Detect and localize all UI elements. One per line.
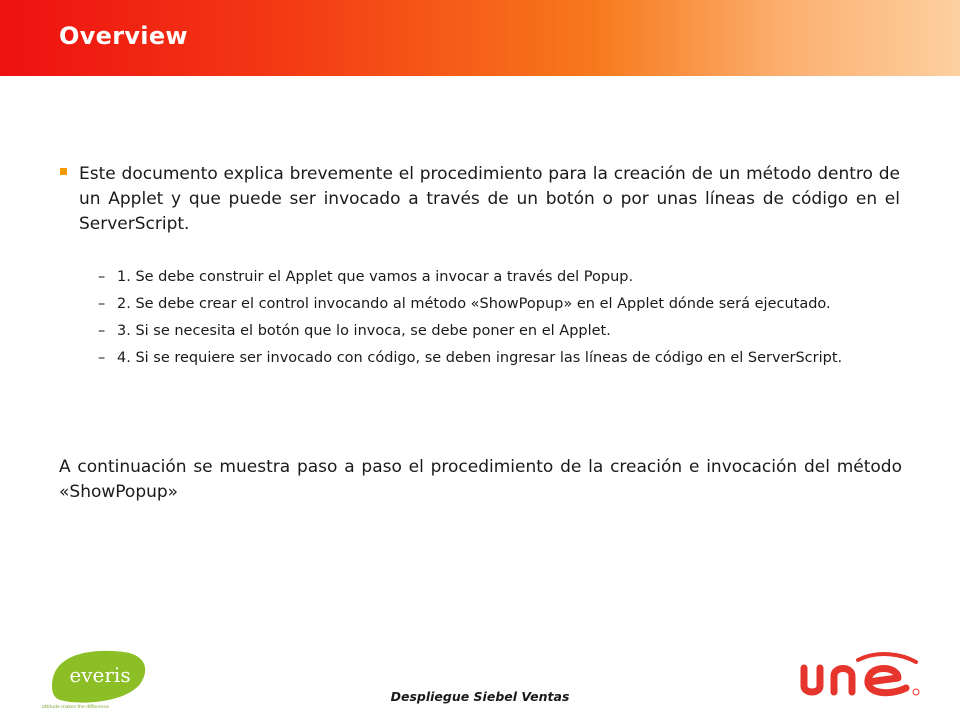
footer-caption: Despliegue Siebel Ventas xyxy=(390,689,570,704)
step-text: 1. Se debe construir el Applet que vamos a invocar a través del Popup. xyxy=(117,269,634,285)
list-item xyxy=(98,266,858,288)
une-logo-mark xyxy=(804,654,916,693)
list-item xyxy=(98,347,858,369)
title-banner xyxy=(0,0,960,76)
main-bullet-text: Este documento explica brevemente el procedimiento para la creación de un método dentro de un Applet y que puede ser invocado a través de un botón o por unas líneas de código en el ServerScript. xyxy=(79,164,900,234)
step-text: 2. Se debe crear el control invocando al método «ShowPopup» en el Applet dónde será ejecutado. xyxy=(117,296,831,312)
square-bullet-icon xyxy=(60,168,67,175)
dash-bullet: – xyxy=(98,269,106,285)
dash-bullet: – xyxy=(98,323,106,339)
une-logo xyxy=(798,652,924,702)
step-text: 3. Si se necesita el botón que lo invoca, se debe poner en el Applet. xyxy=(117,323,611,339)
registered-mark-icon xyxy=(913,689,919,695)
list-item xyxy=(98,293,858,315)
everis-tagline: attitude makes the difference xyxy=(42,705,109,710)
everis-logo-text: everis xyxy=(69,663,131,687)
steps-list xyxy=(98,266,858,374)
list-item xyxy=(98,320,858,342)
slide-title: Overview xyxy=(59,22,188,50)
dash-bullet: – xyxy=(98,350,106,366)
dash-bullet: – xyxy=(98,296,106,312)
main-bullet xyxy=(60,162,900,237)
closing-paragraph: A continuación se muestra paso a paso el procedimiento de la creación e invocación del método «ShowPopup» xyxy=(59,457,902,502)
step-text: 4. Si se requiere ser invocado con código, se deben ingresar las líneas de código en el ServerScript. xyxy=(117,350,843,366)
